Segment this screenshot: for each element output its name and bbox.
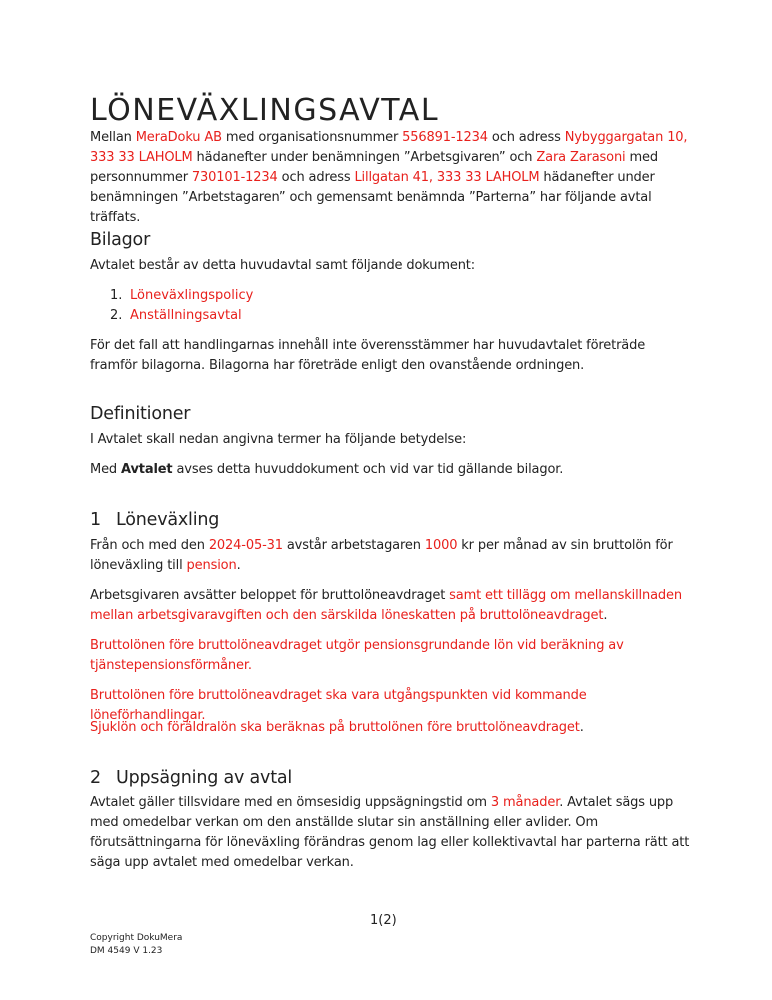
section-number: 2 — [90, 768, 101, 788]
definitioner-lead: I Avtalet skall nedan angivna termer ha följande betydelse: — [90, 432, 467, 447]
intro-text: med organisationsnummer — [221, 130, 403, 145]
company-address: Nybyggargatan 10, 333 33 LAHOLM — [90, 130, 688, 165]
text: . — [236, 558, 241, 573]
section1-p5: Sjuklön och föräldralön ska beräknas på bruttolönen före bruttolöneavdraget. — [90, 720, 584, 735]
heading-section-1 — [90, 510, 219, 530]
page-number: 1(2) — [370, 913, 397, 928]
definition-avtalet — [90, 460, 690, 480]
company-name: MeraDoku AB — [135, 130, 222, 145]
start-date: 2024-05-31 — [208, 538, 283, 553]
heading-bilagor: Bilagor — [90, 230, 151, 250]
intro-text: hädanefter under benämningen ”Arbetsgivaren” och — [192, 150, 537, 165]
section1-p2 — [90, 586, 690, 626]
sick-pay-clause: Sjuklön och föräldralön ska beräknas på bruttolönen före bruttolöneavdraget — [90, 720, 580, 735]
org-number: 556891-1234 — [402, 130, 488, 145]
bilagor-lead: Avtalet består av detta huvudavtal samt följande dokument: — [90, 258, 475, 273]
intro-text: Mellan — [90, 130, 136, 145]
notice-period: 3 månader — [490, 795, 560, 810]
list-item — [90, 286, 253, 306]
supplement-clause: samt ett tillägg om mellanskillnaden mellan arbetsgivaravgiften och den särskilda löneskatten på bruttolöneavdraget — [90, 588, 682, 623]
employee-name: Zara Zarasoni — [536, 150, 626, 165]
list-number: 2. — [110, 308, 123, 323]
section1-p4: Bruttolönen före bruttolöneavdraget ska vara utgångspunkten vid kommande löneförhandlingar. — [90, 688, 587, 723]
section-title: Löneväxling — [116, 510, 220, 530]
footer-copyright: Copyright DokuMera — [90, 933, 183, 943]
heading-definitioner: Definitioner — [90, 404, 191, 424]
section1-p3: Bruttolönen före bruttolöneavdraget utgör pensionsgrundande lön vid beräkning av tjänstepensionsförmåner. — [90, 638, 624, 673]
text: . — [603, 608, 608, 623]
section2-p1 — [90, 793, 690, 873]
text: avstår arbetstagaren — [282, 538, 425, 553]
intro-text: och adress — [277, 170, 355, 185]
purpose: pension — [186, 558, 237, 573]
text: kr per månad av sin bruttolön för löneväxling till — [90, 538, 673, 573]
heading-section-2 — [90, 768, 292, 788]
def-term: Avtalet — [121, 462, 173, 477]
text: Från och med den — [90, 538, 209, 553]
attachment-list — [90, 286, 253, 326]
attachment-label: Löneväxlingspolicy — [130, 288, 254, 303]
footer — [90, 932, 182, 958]
footer-doc-id: DM 4549 V 1.23 — [90, 946, 163, 956]
employee-address: Lillgatan 41, 333 33 LAHOLM — [354, 170, 540, 185]
section-title: Uppsägning av avtal — [116, 768, 293, 788]
list-item — [90, 306, 253, 326]
amount: 1000 — [424, 538, 458, 553]
bilagor-after: För det fall att handlingarnas innehåll inte överensstämmer har huvudavtalet företräde framför bilagorna. Bilagorna har företräde enligt den ovanstående ordningen. — [90, 338, 646, 373]
intro-paragraph — [90, 128, 690, 228]
intro-text: hädanefter under benämningen ”Arbetstagaren” och gemensamt benämnda ”Parterna” har följande avtal träffats. — [90, 170, 655, 225]
text: Arbetsgivaren avsätter beloppet för bruttolöneavdraget — [90, 588, 450, 603]
text: Avtalet gäller tillsvidare med en ömsesidig uppsägningstid om — [90, 795, 491, 810]
attachment-label: Anställningsavtal — [130, 308, 242, 323]
intro-text: och adress — [487, 130, 565, 145]
list-number: 1. — [110, 288, 123, 303]
def-text: Med — [90, 462, 121, 477]
def-text: avses detta huvuddokument och vid var tid gällande bilagor. — [172, 462, 564, 477]
section1-p1 — [90, 536, 690, 576]
text: . Avtalet sägs upp med omedelbar verkan om den anställde slutar sin anställning eller avlider. Om förutsättningarna för löneväxling förändras genom lag eller kollektivavtal har parterna rätt att säga upp avtalet med omedelbar verkan. — [90, 795, 690, 870]
intro-text: med personnummer — [90, 150, 658, 185]
document-title: LÖNEVÄXLINGSAVTAL — [90, 93, 440, 128]
personal-number: 730101-1234 — [191, 170, 278, 185]
section-number: 1 — [90, 510, 101, 530]
